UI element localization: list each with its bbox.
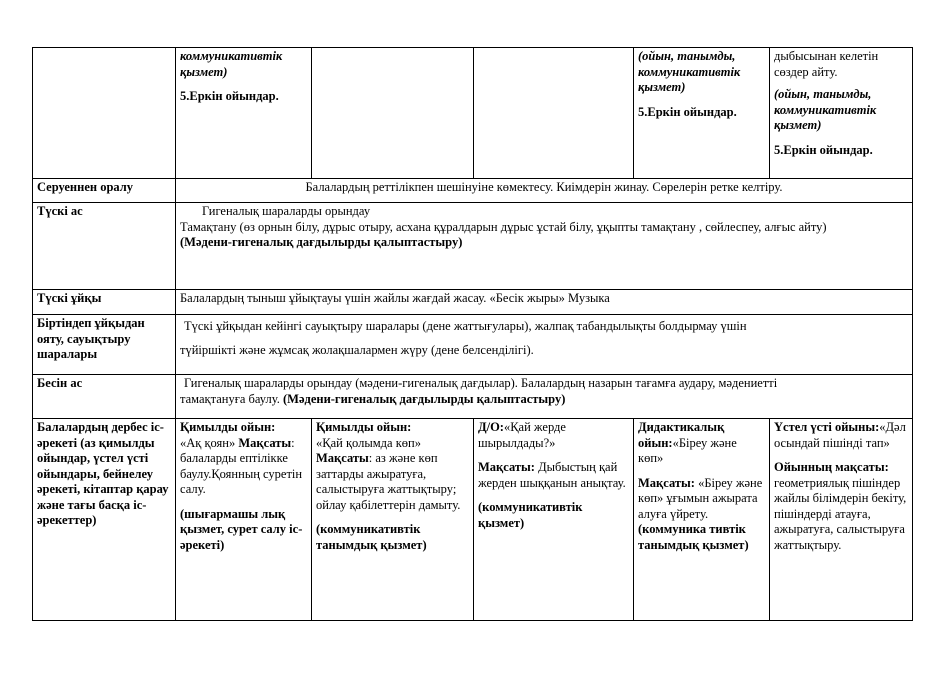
goal-label: Мақсаты bbox=[316, 451, 369, 465]
game-name: «Қай жерде шырылдады?» bbox=[478, 420, 566, 450]
cell bbox=[634, 48, 770, 179]
cell-text: Гигеналық шараларды орындау (мәдени-гигеналық дағдылар). Балалардың назарын тағамға аудару, мәдениетті bbox=[184, 376, 778, 390]
table-row bbox=[33, 203, 913, 290]
cell bbox=[770, 48, 913, 179]
table-row bbox=[33, 48, 913, 179]
cell-text bbox=[316, 436, 469, 514]
goal-text: : аз және көп заттарды ажыратуға, салыстыруға жаттықтыру; ойлау қабілеттерін дамыту. bbox=[316, 451, 461, 512]
cell-text bbox=[478, 420, 629, 451]
table-row bbox=[33, 375, 913, 419]
free-games-text: 5.Еркін ойындар. bbox=[180, 89, 279, 103]
cell bbox=[634, 419, 770, 621]
activity-note: (коммуникативтік қызмет) bbox=[478, 500, 583, 530]
cell-text: Гигеналық шараларды орындау bbox=[202, 204, 371, 218]
row-content bbox=[176, 203, 913, 290]
activity-note: (коммуника тивтік танымдық қызмет) bbox=[638, 522, 749, 552]
cell bbox=[312, 419, 474, 621]
table-row bbox=[33, 290, 913, 315]
cell-text bbox=[774, 460, 908, 553]
cell-text: коммуникативтік bbox=[774, 102, 877, 117]
cell-text bbox=[638, 476, 765, 554]
row-content bbox=[176, 315, 913, 375]
row-content: Балалардың реттілікпен шешінуіне көмектесу. Киімдерін жинау. Сөрелерін ретке келтіру. bbox=[176, 179, 913, 203]
cell-text: дыбысынан келетін bbox=[774, 49, 879, 63]
cell bbox=[474, 48, 634, 179]
cell bbox=[474, 419, 634, 621]
cell-text: қызмет) bbox=[774, 118, 822, 132]
row-label: Серуеннен оралу bbox=[33, 179, 176, 203]
game-title: Д/О: bbox=[478, 420, 504, 434]
cell bbox=[176, 48, 312, 179]
cell-text bbox=[478, 460, 629, 491]
cell-text: тамақтануға баулу. bbox=[180, 391, 283, 406]
cell-text bbox=[774, 420, 908, 451]
row-content bbox=[176, 375, 913, 419]
game-name: «Ақ қоян» bbox=[180, 435, 239, 450]
game-name: «Қай қолымда көп» bbox=[316, 435, 421, 450]
cell bbox=[176, 419, 312, 621]
game-title: Қимылды ойын: bbox=[180, 420, 276, 434]
goal-text: геометриялық пішіндер жайлы білімдерін бекіту, пішіндерді атауға, ажыратуға, салыстыруға жаттықтыру. bbox=[774, 475, 907, 552]
table-row bbox=[33, 179, 913, 203]
activity-note: (шығармашы лық қызмет, сурет салу іс-әрекеті) bbox=[180, 506, 303, 552]
goal-label: Мақсаты: bbox=[478, 460, 535, 474]
row-label: Түскі ұйқы bbox=[33, 290, 176, 315]
game-title: Үстел үсті ойыны: bbox=[774, 420, 880, 434]
cell-text: коммуникативтік bbox=[180, 49, 283, 63]
cell-text: түйіршікті және жұмсақ жолақшалармен жүру (дене белсенділігі). bbox=[180, 342, 534, 357]
row-content: Балалардың тыныш ұйықтауы үшін жайлы жағдай жасау. «Бесік жыры» Музыка bbox=[176, 290, 913, 315]
cell-text: қызмет) bbox=[180, 64, 228, 79]
goal-text: Дыбыстың қай жерден шыққанын анықтау. bbox=[478, 460, 626, 490]
schedule-table bbox=[32, 47, 913, 621]
cell-text bbox=[180, 392, 908, 408]
cell-text bbox=[638, 420, 765, 467]
cell-text: қызмет) bbox=[638, 80, 686, 94]
goal-text: «Біреу және көп» ұғымын ажырата алуға үйрету. bbox=[638, 475, 763, 521]
row-label: Түскі ас bbox=[33, 203, 176, 290]
game-name: «Біреу және көп» bbox=[638, 435, 737, 465]
cell-text: (Мәдени-гигеналық дағдылырды қалыптастыру) bbox=[180, 235, 463, 249]
cell bbox=[312, 48, 474, 179]
cell-text: Түскі ұйқыдан кейінгі сауықтыру шаралары (дене жаттығулары), жалпақ табандылықты болдырмау үшін bbox=[184, 319, 747, 333]
cell-text bbox=[180, 436, 307, 498]
cell-text: (ойын, танымды, bbox=[638, 49, 736, 63]
game-title: Қимылды ойын: bbox=[316, 420, 412, 434]
cell-text: (Мәдени-гигеналық дағдылырды қалыптастыру) bbox=[282, 391, 566, 406]
cell-text: Тамақтану (өз орнын білу, дұрыс отыру, асхана құралдарын дұрыс ұстай білу, ұқыпты тамақтану , сөйлеспеу, алғыс айту) bbox=[180, 219, 827, 234]
row-label: Біртіндеп ұйқыдан ояту, сауықтыру шаралары bbox=[33, 315, 176, 375]
table-row bbox=[33, 419, 913, 621]
cell-text: коммуникативтік bbox=[638, 64, 741, 79]
game-name: «Дәл осындай пішінді тап» bbox=[774, 420, 906, 450]
free-games-text: 5.Еркін ойындар. bbox=[774, 142, 873, 157]
goal-label: Мақсаты bbox=[238, 435, 292, 450]
row-label-empty bbox=[33, 48, 176, 179]
cell-text: сөздер айту. bbox=[774, 64, 838, 79]
row-label: Бесін ас bbox=[33, 375, 176, 419]
free-games-text: 5.Еркін ойындар. bbox=[638, 104, 737, 119]
activity-note: (коммуникативтік танымдық қызмет) bbox=[316, 522, 427, 552]
cell bbox=[770, 419, 913, 621]
goal-label: Ойынның мақсаты: bbox=[774, 460, 889, 474]
goal-text: : балаларды ептілікке баулу.Қоянның суретін салу. bbox=[180, 435, 303, 496]
cell-text: (ойын, танымды, bbox=[774, 87, 872, 101]
game-title: Дидактикалық ойын: bbox=[638, 420, 725, 450]
row-label: Балалардың дербес іс-әрекеті (аз қимылды ойындар, үстел үсті ойындары, бейнелеу әрекеті, кітаптар қарау және тағы басқа іс-әрекеттер) bbox=[33, 419, 176, 621]
goal-label: Мақсаты: bbox=[638, 475, 695, 490]
table-row bbox=[33, 315, 913, 375]
